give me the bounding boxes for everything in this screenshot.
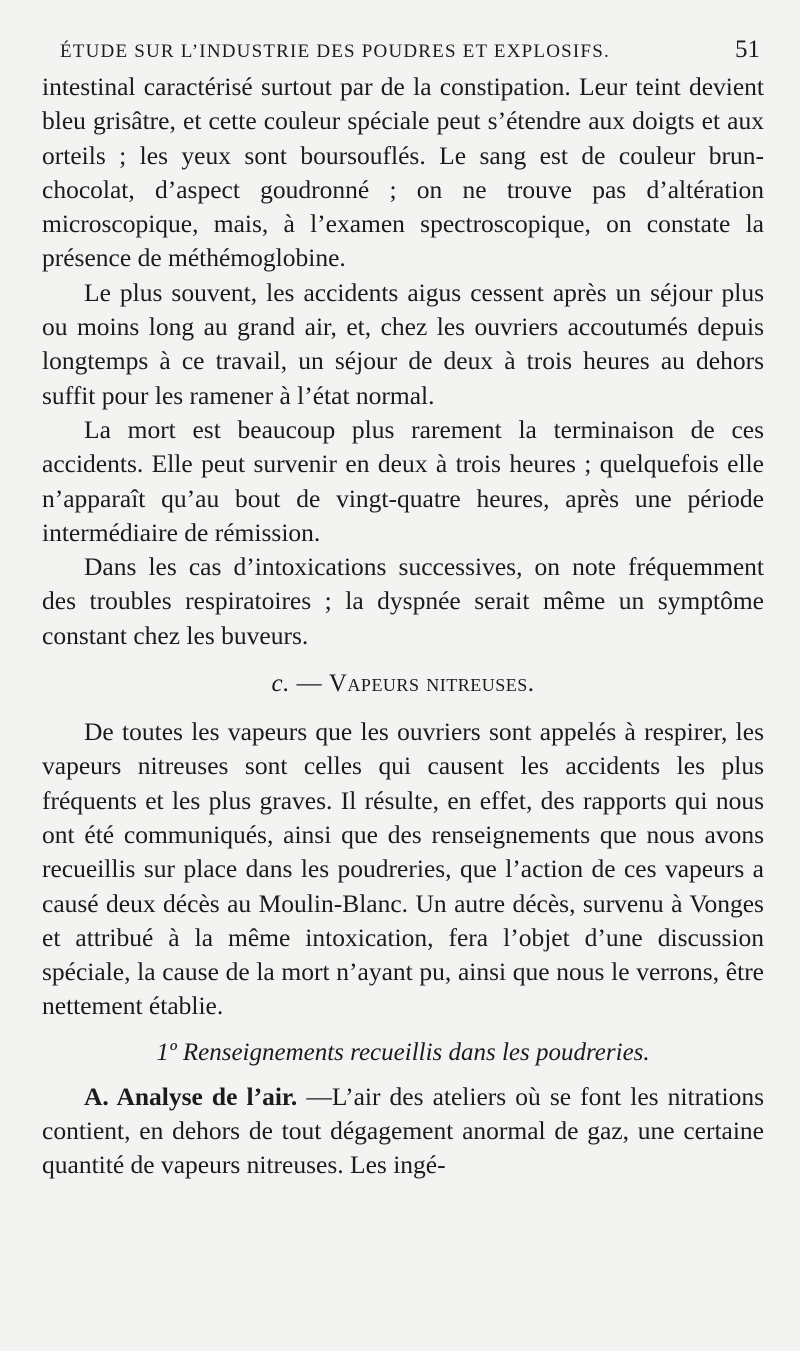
section-letter: c. [271, 670, 290, 698]
paragraph-successive-intoxications: Dans les cas d’intoxications successives, on note fréquemment des troubles respiratoires ; la dyspnée serait même un symptôme constant chez les buveurs. [42, 552, 764, 650]
section-heading [42, 667, 764, 701]
paragraph-nitrous-vapours: De toutes les vapeurs que les ouvriers sont appelés à respirer, les vapeurs nitreuses sont celles qui causent les accidents les plus fréquents et les plus graves. Il résulte, en effet, des rapports qui nous ont été communiqués, ainsi que des renseignements que nous avons recueillis sur place dans les poudreries, que l’action de ces vapeurs a causé deux décès au Moulin-Blanc. Un autre décès, survenu à Vonges et attribué à la même intoxication, fera l’objet d’une discussion spéciale, la cause de la mort n’ayant pu, ainsi que nous le verrons, être nettement établie. [42, 717, 764, 1021]
section-title: Vapeurs nitreuses. [328, 670, 535, 698]
paragraph-mortality: La mort est beaucoup plus rarement la terminaison de ces accidents. Elle peut survenir en deux à trois heures ; quelquefois elle n’apparaît qu’au bout de vingt-quatre heures, après une période intermédiaire de rémission. [42, 414, 764, 547]
subsection-number: 1º [156, 1038, 177, 1066]
running-head [60, 30, 764, 70]
body-text [42, 70, 764, 1183]
subsection-title: Renseignements recueillis dans les poudreries. [182, 1038, 650, 1066]
paragraph-recovery: Le plus souvent, les accidents aigus cessent après un séjour plus ou moins long au grand air, et, chez les ouvriers accoutumés depuis longtemps à ce travail, un séjour de deux à trois heures au dehors suffit pour les ramener à l’état normal. [42, 277, 764, 410]
paragraph-continuation: intestinal caractérisé surtout par de la constipation. Leur teint devient bleu grisâtre, et cette couleur spéciale peut s’étendre aux doigts et aux orteils ; les yeux sont boursouflés. Le sang est de couleur brun-chocolat, d’aspect goudronné ; on ne trouve pas d’altération microscopique, mais, à l’examen spectroscopique, on constate la présence de méthémoglobine. [42, 72, 764, 273]
run-in-heading: A. Analyse de l’air. [84, 1081, 298, 1111]
section-dash: — [296, 670, 323, 698]
running-title: ÉTUDE SUR L’INDUSTRIE DES POUDRES ET EXPLOSIFS. [60, 41, 610, 62]
air-analysis-text: —L’air des ateliers où se font les nitrations contient, en dehors de tout dégagement anormal de gaz, une certaine quantité de vapeurs nitreuses. Les ingé- [42, 1081, 764, 1180]
subsection-heading [42, 1036, 764, 1070]
page-number: 51 [735, 36, 760, 63]
paragraph-air-analysis [42, 1080, 764, 1183]
